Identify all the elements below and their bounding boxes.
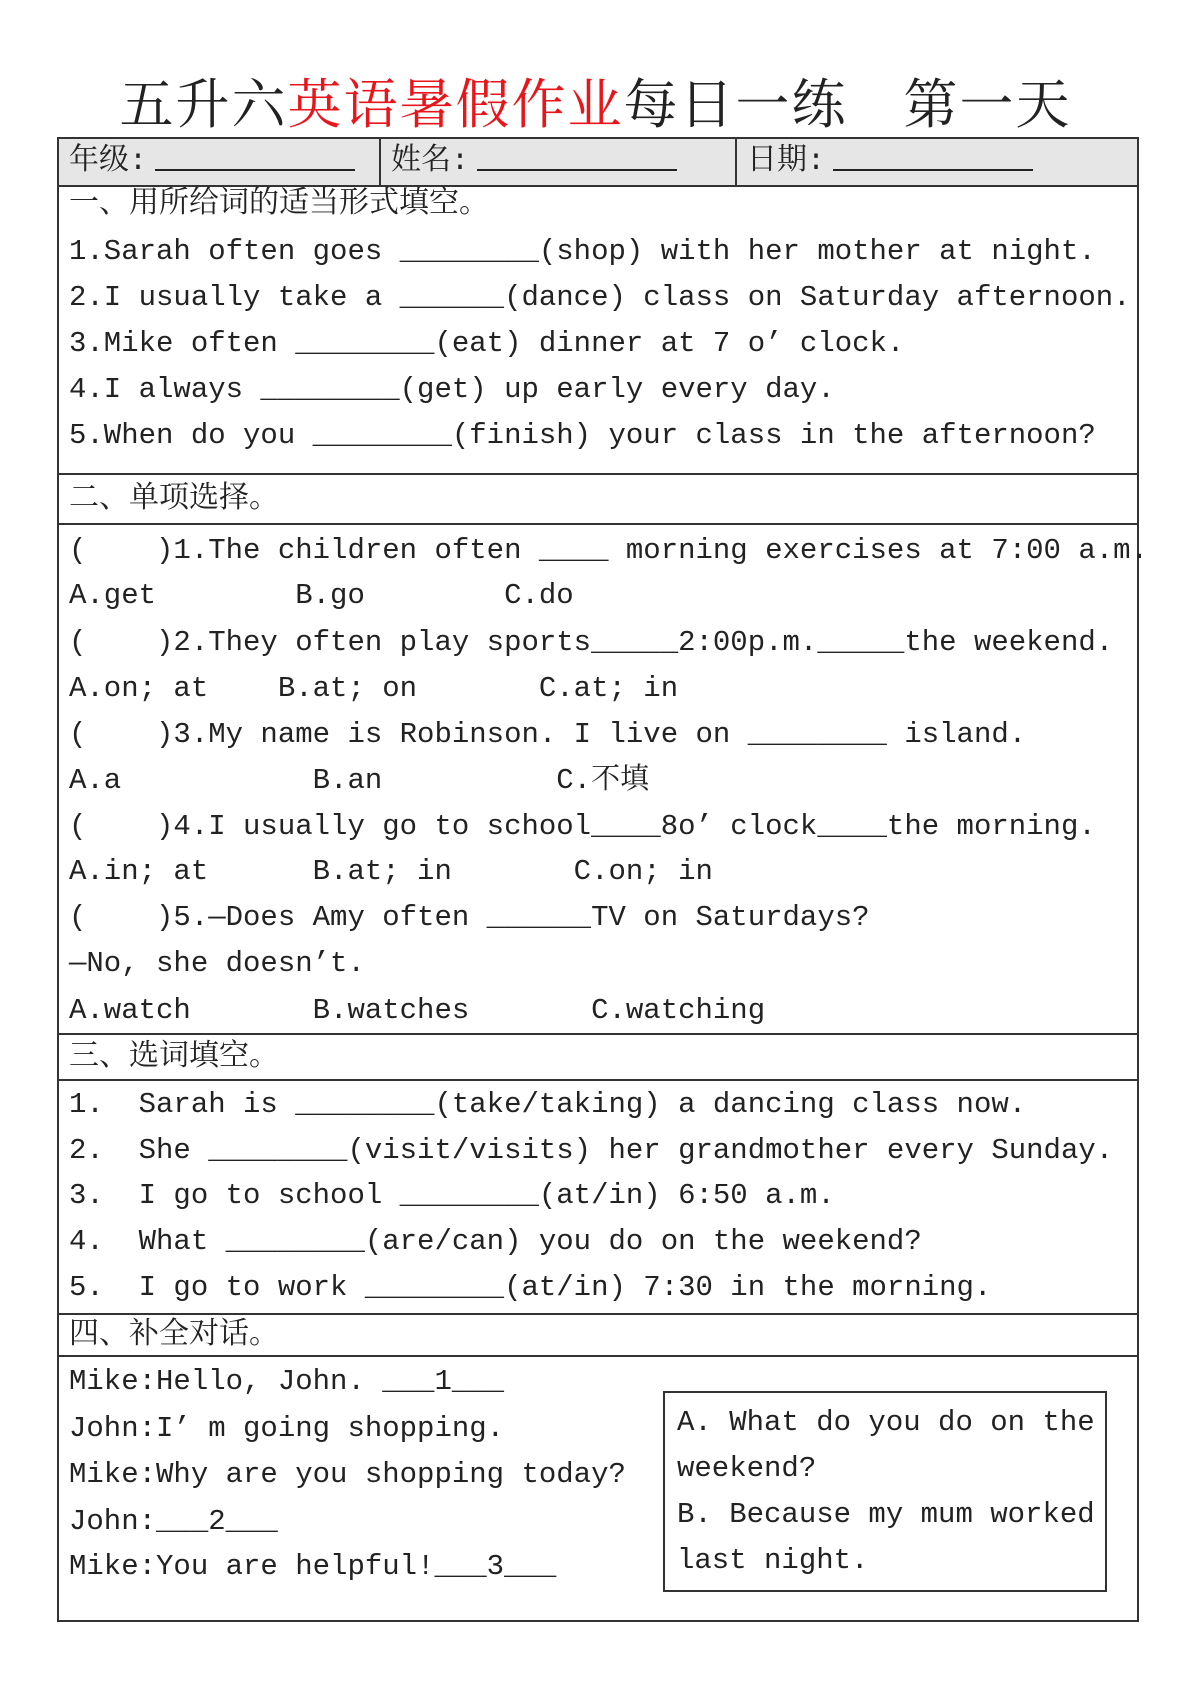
divider bbox=[59, 473, 1137, 475]
divider bbox=[59, 1079, 1137, 1081]
divider bbox=[59, 523, 1137, 525]
question-line: 3.Mike often ________(eat) dinner at 7 o’ clock. bbox=[69, 327, 905, 360]
page-title bbox=[0, 62, 1191, 139]
question-line: 3. I go to school ________(at/in) 6:50 a.m. bbox=[69, 1179, 835, 1212]
question-line: A.get B.go C.do bbox=[69, 579, 574, 612]
question-line: 4. What ________(are/can) you do on the weekend? bbox=[69, 1225, 922, 1258]
option-line: last night. bbox=[677, 1544, 869, 1577]
title-part: 五升六 bbox=[119, 73, 288, 136]
name-label: 姓名: bbox=[391, 145, 470, 179]
question-line: 5. I go to work ________(at/in) 7:30 in the morning. bbox=[69, 1271, 992, 1304]
dialogue-line: Mike:Hello, John. ___1___ bbox=[69, 1365, 505, 1398]
option-line: B. Because my mum worked bbox=[677, 1498, 1095, 1531]
section-heading: 三、选词填空。 bbox=[69, 1038, 279, 1073]
question-line: ( )4.I usually go to school____8o’ clock____the morning. bbox=[69, 810, 1096, 843]
divider bbox=[59, 1313, 1137, 1315]
question-line: A.in; at B.at; in C.on; in bbox=[69, 855, 713, 888]
title-part: 每日一练 第一天 bbox=[623, 73, 1072, 136]
section-heading: 二、单项选择。 bbox=[69, 480, 279, 515]
name-blank[interactable] bbox=[477, 139, 677, 171]
question-line: ( )2.They often play sports_____2:00p.m._____the weekend. bbox=[69, 626, 1114, 659]
question-line: A.a B.an C.不填 bbox=[69, 764, 650, 797]
question-line: —No, she doesn’t. bbox=[69, 947, 365, 980]
question-line: 1.Sarah often goes ________(shop) with her mother at night. bbox=[69, 235, 1096, 268]
dialogue-options-box bbox=[663, 1391, 1107, 1592]
section-heading: 一、用所给词的适当形式填空。 bbox=[69, 185, 489, 220]
name-field[interactable] bbox=[381, 139, 737, 185]
divider bbox=[59, 1033, 1137, 1035]
dialogue-line: John:I’ m going shopping. bbox=[69, 1412, 505, 1445]
dialogue-line: John:___2___ bbox=[69, 1505, 278, 1538]
date-label: 日期: bbox=[747, 145, 826, 179]
info-header-row bbox=[59, 139, 1137, 187]
question-line: 1. Sarah is ________(take/taking) a dancing class now. bbox=[69, 1088, 1027, 1121]
worksheet-table bbox=[57, 137, 1148, 1622]
grade-label: 年级: bbox=[69, 145, 148, 179]
dialogue-line: Mike:Why are you shopping today? bbox=[69, 1458, 626, 1491]
date-blank[interactable] bbox=[833, 139, 1033, 171]
grade-field[interactable] bbox=[59, 139, 381, 185]
question-line: A.watch B.watches C.watching bbox=[69, 994, 766, 1027]
grade-blank[interactable] bbox=[155, 139, 355, 171]
option-line: A. What do you do on the bbox=[677, 1406, 1095, 1439]
question-line: ( )3.My name is Robinson. I live on ________ island. bbox=[69, 718, 1027, 751]
question-line: 4.I always ________(get) up early every day. bbox=[69, 373, 835, 406]
question-line: ( )5.—Does Amy often ______TV on Saturdays? bbox=[69, 901, 870, 934]
title-highlight: 英语暑假作业 bbox=[287, 73, 624, 136]
question-line: 2.I usually take a ______(dance) class on Saturday afternoon. bbox=[69, 281, 1131, 314]
question-line: 2. She ________(visit/visits) her grandmother every Sunday. bbox=[69, 1134, 1114, 1167]
option-line: weekend? bbox=[677, 1452, 817, 1485]
question-line: ( )1.The children often ____ morning exercises at 7:00 a.m. bbox=[69, 534, 1148, 567]
question-line: 5.When do you ________(finish) your class in the afternoon? bbox=[69, 419, 1096, 452]
date-field[interactable] bbox=[737, 139, 1137, 185]
dialogue-line: Mike:You are helpful!___3___ bbox=[69, 1550, 557, 1583]
question-line: A.on; at B.at; on C.at; in bbox=[69, 672, 679, 705]
section-heading: 四、补全对话。 bbox=[69, 1316, 279, 1351]
divider bbox=[59, 1355, 1137, 1357]
